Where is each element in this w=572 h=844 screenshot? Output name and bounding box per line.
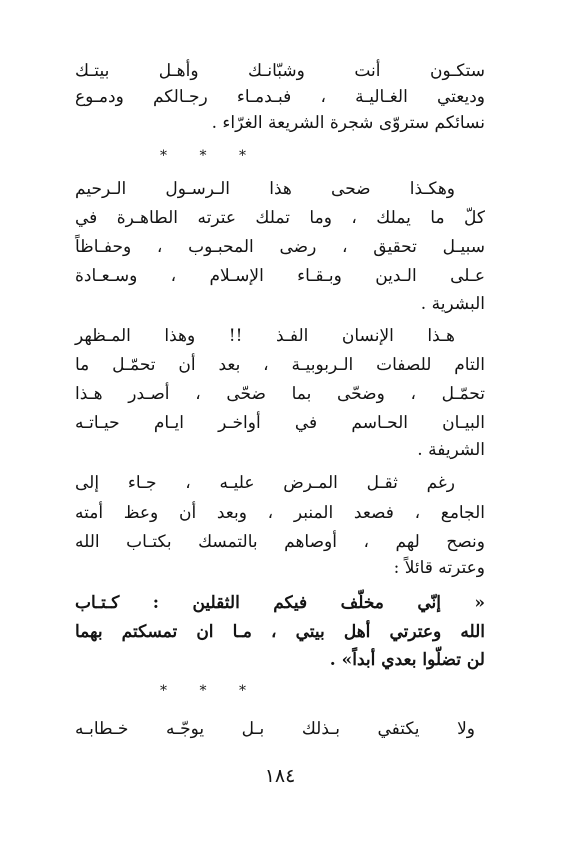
paragraph-3-line-4: البيـان الحـاسم في أواخـر ايـام حيـاتـه	[75, 413, 485, 433]
paragraph-4-line-1: رغم ثقـل المـرض عليـه ، جـاء إلى	[75, 473, 455, 493]
paragraph-4-line-3: ونصح لهم ، أوصاهم بالتمسك بكتـاب الله	[75, 532, 485, 552]
paragraph-2-line-4: عـلى الـدين وبـقـاء الإسـلام ، وسـعـادة	[75, 266, 485, 286]
paragraph-2-line-5: البشرية .	[420, 294, 485, 314]
paragraph-3-line-2: التام للصفات الـربوبيـة ، بعد أن تحمّـل ما	[75, 355, 485, 375]
paragraph-4-line-4: وعترته قائلاً :	[393, 558, 485, 578]
page-number: ١٨٤	[264, 765, 296, 787]
hadith-quote-line-2: الله وعترتي أهل بيتي ، مـا ان تمسكتم بهما	[75, 622, 485, 642]
paragraph-5-line-1: ولا يكتفي بـذلك بـل يوجّـه خـطابـه	[75, 719, 475, 739]
paragraph-3-line-5: الشريفة .	[417, 440, 485, 460]
paragraph-4-line-2: الجامع ، فصعد المنبر ، وبعد أن وعظ أمته	[75, 503, 485, 523]
paragraph-3-line-3: تحمّـل ، وضحّى بما ضحّى ، أصـدر هـذا	[75, 384, 485, 404]
hadith-quote-line-1: « إنّي مخلّف فيكم الثقلين : كـتـاب	[75, 593, 485, 613]
section-separator-1: * * *	[160, 148, 260, 164]
paragraph-2-line-1: وهكـذا ضحى هذا الـرسـول الـرحيم	[75, 179, 455, 199]
paragraph-1-line-1: ستكـون أنت وشبّانـك وأهـل بيتـك	[75, 61, 485, 81]
paragraph-2-line-3: سبيـل تحقيق ، رضى المحبـوب ، وحفـاظاً	[75, 237, 485, 257]
hadith-quote-line-3: لن تضلّوا بعدي أبداً» .	[329, 650, 485, 670]
paragraph-2-line-2: كلّ ما يملك ، وما تملك عترته الطاهـرة في	[75, 208, 485, 228]
paragraph-3-line-1: هـذا الإنسان الفـذ !! وهذا المـظهر	[75, 326, 455, 346]
section-separator-2: * * *	[160, 683, 260, 699]
paragraph-1-line-3: نسائكم ستروّى شجرة الشريعة الغرّاء .	[211, 113, 485, 133]
paragraph-1-line-2: وديعتي الغـاليـة ، فبـدمـاء رجـالكم ودمـوع	[75, 87, 485, 107]
